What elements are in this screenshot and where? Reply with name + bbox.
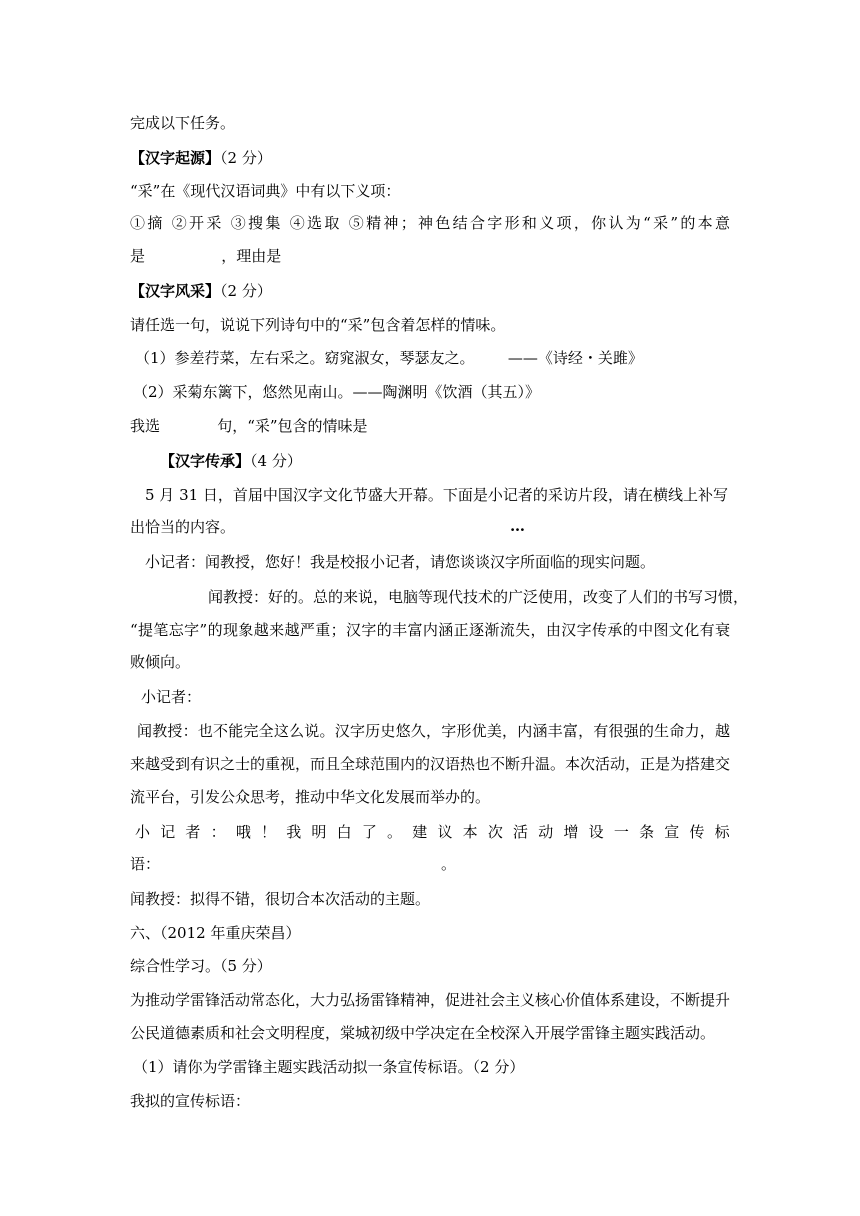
reporter-line-3b: 语： xyxy=(130,855,161,873)
inherit-heading xyxy=(160,451,302,471)
poem-1: （1）参差荇菜，左右采之。窈窕淑女，琴瑟友之。 ——《诗经・关雎》 xyxy=(135,349,643,367)
inherit-para-line-1: 5 月 31 日，首届中国汉字文化节盛大开幕。下面是小记者的采访片段，请在横线上补写 xyxy=(145,486,728,504)
professor-line-2a: 闻教授：也不能完全这么说。汉字历史悠久，字形优美，内涵丰富，有很强的生命力，越 xyxy=(137,722,730,740)
origin-line-3: 是 ，理由是 xyxy=(130,247,282,265)
style-title: 【汉字风采】 xyxy=(130,282,221,300)
style-instruction: 请任选一句，说说下列诗句中的“采”包含着怎样的情味。 xyxy=(130,316,506,334)
inherit-title: 【汉字传承】 xyxy=(160,452,251,470)
reporter-line-3-end: 。 xyxy=(441,855,457,873)
style-answer: 我选 句，“采”包含的情味是 xyxy=(130,417,368,435)
section6-answer: 我拟的宣传标语： xyxy=(130,1092,251,1110)
professor-line-1c: 败倾向。 xyxy=(130,653,191,671)
origin-heading xyxy=(130,148,272,168)
inherit-score: （4 分） xyxy=(250,452,302,470)
origin-title: 【汉字起源】 xyxy=(130,149,221,167)
reporter-line-1: 小记者：闻教授，您好！我是校报小记者，请您谈谈汉字所面临的现实问题。 xyxy=(145,553,656,571)
poem-2: （2）采菊东篱下，悠然见南山。——陶渊明《饮酒（其五）》 xyxy=(133,383,541,401)
intro-text: 完成以下任务。 xyxy=(130,114,236,132)
section6-para-line-2: 公民道德素质和社会文明程度，棠城初级中学决定在全校深入开展学雷锋主题实践活动。 xyxy=(130,1024,716,1042)
section6-heading: 六、（2012 年重庆荣昌） xyxy=(130,924,301,942)
reporter-line-3a: 小 记 者 ： 哦 ！ 我 明 白 了 。 建 议 本 次 活 动 增 设 一 条 宣 传 标 xyxy=(135,823,730,841)
professor-line-2b: 来越受到有识之士的重视，而且全球范围内的汉语热也不断升温。本次活动，正是为搭建交 xyxy=(130,755,731,773)
origin-line-1: “采”在《现代汉语词典》中有以下义项： xyxy=(130,182,401,200)
professor-line-3: 闻教授：拟得不错，很切合本次活动的主题。 xyxy=(130,890,431,908)
origin-line-2: ①摘 ②开采 ③搜集 ④选取 ⑤精神；神色结合字形和义项，你认为“采”的本意 xyxy=(130,214,730,232)
section6-title: 综合性学习。（5 分） xyxy=(130,957,272,975)
professor-line-2c: 流平台，引发公众思考，推动中华文化发展而举办的。 xyxy=(130,788,491,806)
style-score: （2 分） xyxy=(220,282,272,300)
reporter-line-2: 小记者： xyxy=(141,688,202,706)
style-heading xyxy=(130,281,272,301)
origin-score: （2 分） xyxy=(220,149,272,167)
professor-line-1b: “提笔忘字”的现象越来越严重；汉字的丰富内涵正逐渐流失，由汉字传承的中图文化有衰 xyxy=(130,621,730,639)
ellipsis-mark: … xyxy=(510,517,525,535)
section6-question-1: （1）请你为学雷锋主题实践活动拟一条宣传标语。（2 分） xyxy=(133,1058,525,1076)
inherit-para-line-2: 出恰当的内容。 xyxy=(130,518,236,536)
professor-line-1a: 闻教授：好的。总的来说，电脑等现代技术的广泛使用，改变了人们的书写习惯， xyxy=(208,588,749,606)
section6-para-line-1: 为推动学雷锋活动常态化，大力弘扬雷锋精神，促进社会主义核心价值体系建设，不断提升 xyxy=(130,991,731,1009)
